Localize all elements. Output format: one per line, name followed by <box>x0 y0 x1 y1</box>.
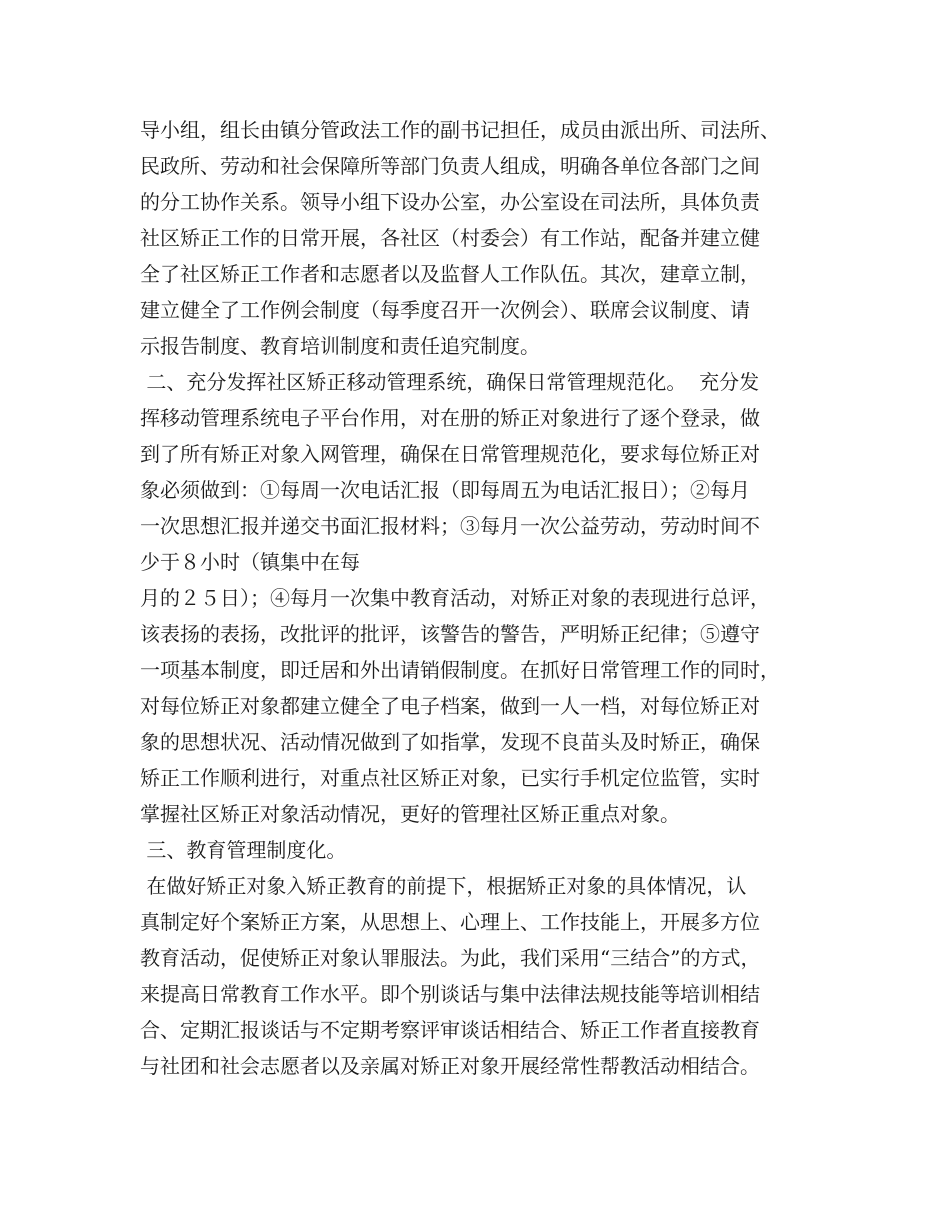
text-line: 该表扬的表扬，改批评的批评，该警告的警告，严明矫正纪律；⑤遵守 <box>140 622 760 646</box>
text-line: 象的思想状况、活动情况做到了如指掌，发现不良苗头及时矫正，确保 <box>140 730 760 754</box>
text-line: 建立健全了工作例会制度（每季度召开一次例会）、联席会议制度、请 <box>140 298 750 322</box>
section-heading-3: 三、教育管理制度化。 <box>140 838 347 862</box>
text-line: 民政所、劳动和社会保障所等部门负责人组成，明确各单位各部门之间 <box>140 154 760 178</box>
text-line: 少于８小时（镇集中在每 <box>140 550 360 574</box>
section-heading-2: 二、充分发挥社区矫正移动管理系统，确保日常管理规范化。 充分发 <box>140 370 760 394</box>
text-line: 教育活动，促使矫正对象认罪服法。为此，我们采用“三结合”的方式， <box>140 946 761 970</box>
text-line: 与社团和社会志愿者以及亲属对矫正对象开展经常性帮教活动相结合。 <box>140 1054 760 1078</box>
text-line: 真制定好个案矫正方案，从思想上、心理上、工作技能上，开展多方位 <box>140 910 760 934</box>
text-line: 全了社区矫正工作者和志愿者以及监督人工作队伍。其次，建章立制， <box>140 262 760 286</box>
text-line: 示报告制度、教育培训制度和责任追究制度。 <box>140 334 540 358</box>
text-line: 一次思想汇报并递交书面汇报材料；③每月一次公益劳动，劳动时间不 <box>140 514 760 538</box>
text-line: 象必须做到：①每周一次电话汇报（即每周五为电话汇报日）；②每月 <box>140 478 750 502</box>
text-line: 对每位矫正对象都建立健全了电子档案，做到一人一档，对每位矫正对 <box>140 694 760 718</box>
text-line: 合、定期汇报谈话与不定期考察评审谈话相结合、矫正工作者直接教育 <box>140 1018 760 1042</box>
text-line: 一项基本制度，即迁居和外出请销假制度。在抓好日常管理工作的同时， <box>140 658 780 682</box>
text-line: 来提高日常教育工作水平。即个别谈话与集中法律法规技能等培训相结 <box>140 982 760 1006</box>
text-line: 到了所有矫正对象入网管理，确保在日常管理规范化，要求每位矫正对 <box>140 442 760 466</box>
text-line: 导小组，组长由镇分管政法工作的副书记担任，成员由派出所、司法所、 <box>140 118 780 142</box>
text-line: 在做好矫正对象入矫正教育的前提下，根据矫正对象的具体情况，认 <box>140 874 747 898</box>
body-text <box>140 112 840 1084</box>
text-line: 矫正工作顺利进行，对重点社区矫正对象，已实行手机定位监管，实时 <box>140 766 760 790</box>
text-line: 月的２５日）；④每月一次集中教育活动，对矫正对象的表现进行总评， <box>140 586 770 610</box>
text-line: 掌握社区矫正对象活动情况，更好的管理社区矫正重点对象。 <box>140 802 680 826</box>
text-line: 挥移动管理系统电子平台作用，对在册的矫正对象进行了逐个登录，做 <box>140 406 760 430</box>
text-line: 社区矫正工作的日常开展，各社区（村委会）有工作站，配备并建立健 <box>140 226 760 250</box>
text-line: 的分工协作关系。领导小组下设办公室，办公室设在司法所，具体负责 <box>140 190 760 214</box>
